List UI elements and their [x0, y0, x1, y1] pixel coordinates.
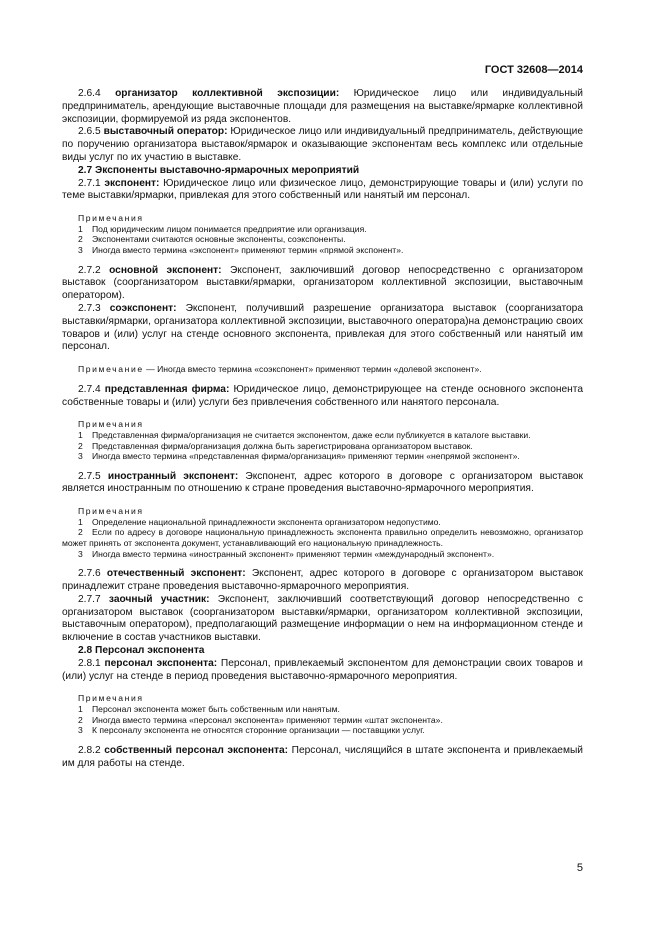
definition-text: Персонал, привлекаемый экспонентом для демонстрации своих товаров и (или) услуг на стенде в период проведения выставочно-ярмарочного мероприятия. — [62, 657, 583, 682]
clause-number: 2.7.2 — [78, 264, 101, 276]
definition-paragraph — [62, 126, 583, 164]
note-number: 3 — [78, 244, 83, 255]
definition-text: Персонал, числящийся в штате экспонента и привлекаемый им для работы на стенде. — [62, 744, 583, 769]
note-text: Иногда вместо термина «представленная фирма/организация» применяют термин «непрямой экспонент». — [92, 451, 520, 462]
notes-block — [62, 506, 583, 559]
notes-block — [62, 693, 583, 735]
term-name: собственный персонал экспонента: — [104, 744, 289, 756]
definition-paragraph — [62, 594, 583, 645]
term-name: организатор коллективной экспозиции: — [115, 88, 340, 99]
clause-number: 2.7.5 — [78, 470, 101, 482]
note-item — [62, 441, 583, 452]
note-item — [62, 430, 583, 441]
definition-text: Юридическое лицо или физическое лицо, демонстрирующие товары и (или) услуги по теме выставки/ярмарки, привлекая для этого собственный или нанятый им персонал. — [62, 177, 583, 202]
section-heading: 2.8 Персонал экспонента — [78, 645, 205, 657]
definition-text: Экспонент, заключивший договор непосредственно с организатором выставок (соорганизатором выставки/ярмарки, организатором коллективной экспозиции, выставочным оператором). — [62, 264, 583, 302]
note-text: Персонал экспонента может быть собственным или нанятым. — [92, 704, 340, 715]
note-item — [62, 234, 583, 245]
note-number: 3 — [78, 451, 83, 462]
note-number: 2 — [78, 527, 83, 538]
note-text: Под юридическим лицом понимается предприятие или организация. — [92, 223, 367, 234]
clause-number: 2.7.4 — [78, 383, 101, 395]
notes-block — [62, 419, 583, 461]
note-number: 3 — [78, 548, 83, 559]
section-heading: 2.7 Экспоненты выставочно-ярмарочных мероприятий — [78, 164, 360, 176]
notes-heading: Примечания — [78, 506, 144, 517]
definition-text: Экспонент, адрес которого в договоре с организатором выставок принадлежит стране проведения выставочно-ярмарочного мероприятия. — [62, 568, 583, 593]
definition-paragraph — [62, 303, 583, 354]
term-name: экспонент: — [104, 177, 160, 189]
term-name: заочный участник: — [108, 593, 210, 605]
page-number: 5 — [576, 862, 583, 874]
note-item — [62, 715, 583, 726]
note-text: Представленная фирма/организация не считается экспонентом, даже если публикуется в каталоге выставки. — [92, 429, 531, 440]
note-item — [62, 517, 583, 528]
definition-text: Экспонент, получивший разрешение организатора выставок (соорганизатора выставки/ярмарки, организатора коллективной экспозиции, выставочного оператора)на демонстрацию своих товаров и (или) услуг на стенде основного экспонента, привлекая для этого собственный или нанятый им персонал. — [62, 302, 583, 353]
clause-number: 2.6.5 — [78, 126, 101, 138]
standard-header: ГОСТ 32608—2014 — [484, 64, 583, 76]
notes-heading: Примечания — [78, 693, 144, 704]
term-name: представленная фирма: — [104, 383, 230, 395]
notes-heading: Примечания — [78, 213, 144, 224]
notes-block — [62, 213, 583, 255]
note-number: 3 — [78, 725, 83, 736]
note-text: Представленная фирма/организация должна быть зарегистрирована организатором выставок. — [92, 440, 473, 451]
note-text: Иногда вместо термина «персонал экспонента» применяют термин «штат экспонента». — [92, 714, 443, 725]
definition-text: Экспонент, заключивший соответствующий договор непосредственно с организатором выставок (соорганизатором выставки/ярмарки, организатором коллективной экспозиции, выставочным оператором), предполагающий размещение информации о нем на информационном стенде и включение в состав участников выставки. — [62, 593, 583, 644]
note-text: Иногда вместо термина «экспонент» применяют термин «прямой экспонент». — [92, 244, 404, 255]
note-text: К персоналу экспонента не относятся сторонние организации — поставщики услуг. — [92, 725, 425, 736]
note-item — [62, 451, 583, 462]
note-item — [62, 549, 583, 560]
clause-number: 2.7.6 — [78, 568, 101, 580]
clause-number: 2.7.1 — [78, 177, 101, 189]
note-text: Определение национальной принадлежности экспонента организатором недопустимо. — [92, 516, 441, 527]
term-name: соэкспонент: — [109, 302, 177, 314]
clause-number: 2.7.7 — [78, 593, 101, 605]
term-name: иностранный экспонент: — [107, 470, 239, 482]
note-heading: Примечание — [78, 364, 144, 375]
term-name: выставочный оператор: — [103, 126, 228, 138]
note-number: 1 — [78, 516, 83, 527]
note-number: 2 — [78, 234, 83, 245]
definition-paragraph — [62, 384, 583, 410]
definition-paragraph — [62, 658, 583, 684]
note-item — [62, 527, 583, 548]
definition-paragraph — [62, 88, 583, 126]
definition-paragraph — [62, 178, 583, 204]
definition-text: Юридическое лицо или индивидуальный предприниматель, арендующие выставочные площади для размещения на выставке/ярмарке коллективной экспозиции, формируемой из ряда экспонентов. — [62, 88, 583, 125]
note-single — [62, 364, 583, 375]
definition-paragraph — [62, 471, 583, 497]
definition-paragraph — [62, 568, 583, 594]
note-item — [62, 704, 583, 715]
clause-number: 2.8.1 — [78, 657, 101, 669]
term-name: основной экспонент: — [109, 264, 222, 276]
note-number: 1 — [78, 223, 83, 234]
note-number: 2 — [78, 714, 83, 725]
note-item — [62, 245, 583, 256]
definition-paragraph — [62, 745, 583, 771]
definition-paragraph — [62, 265, 583, 303]
document-body — [62, 88, 583, 770]
term-name: персонал экспонента: — [104, 657, 218, 669]
note-text: Если по адресу в договоре национальную принадлежность экспонента правильно определить невозможно, организатор может принять от экспонента документ, устанавливающий его национальную принадлежность. — [62, 527, 583, 549]
note-text: Иногда вместо термина «иностранный экспонент» применяют термин «международный экспонент». — [92, 548, 495, 559]
note-number: 2 — [78, 440, 83, 451]
note-number: 1 — [78, 429, 83, 440]
notes-heading: Примечания — [78, 419, 144, 430]
term-name: отечественный экспонент: — [106, 568, 246, 580]
definition-text: Юридическое лицо или индивидуальный предприниматель, действующие по поручению организатора выставок/ярмарок и оказывающие экспонентам весь комплекс или отдельные виды услуг по их участию в выставке. — [62, 126, 583, 163]
note-text: — Иногда вместо термина «соэкспонент» применяют термин «долевой экспонент». — [143, 364, 482, 375]
note-line — [62, 364, 583, 375]
clause-number: 2.8.2 — [78, 744, 101, 756]
note-number: 1 — [78, 704, 83, 715]
definition-text: Экспонент, адрес которого в договоре с организатором выставок является иностранным по отношению к стране проведения выставочно-ярмарочного мероприятия. — [62, 470, 583, 495]
clause-number: 2.7.3 — [78, 302, 101, 314]
note-item — [62, 224, 583, 235]
note-item — [62, 725, 583, 736]
clause-number: 2.6.4 — [78, 88, 101, 99]
note-text: Экспонентами считаются основные экспоненты, соэкспоненты. — [92, 234, 346, 245]
definition-text: Юридическое лицо, демонстрирующее на стенде основного экспонента собственные товары и (или) услуги без привлечения собственного или нанятого персонала. — [62, 383, 583, 408]
